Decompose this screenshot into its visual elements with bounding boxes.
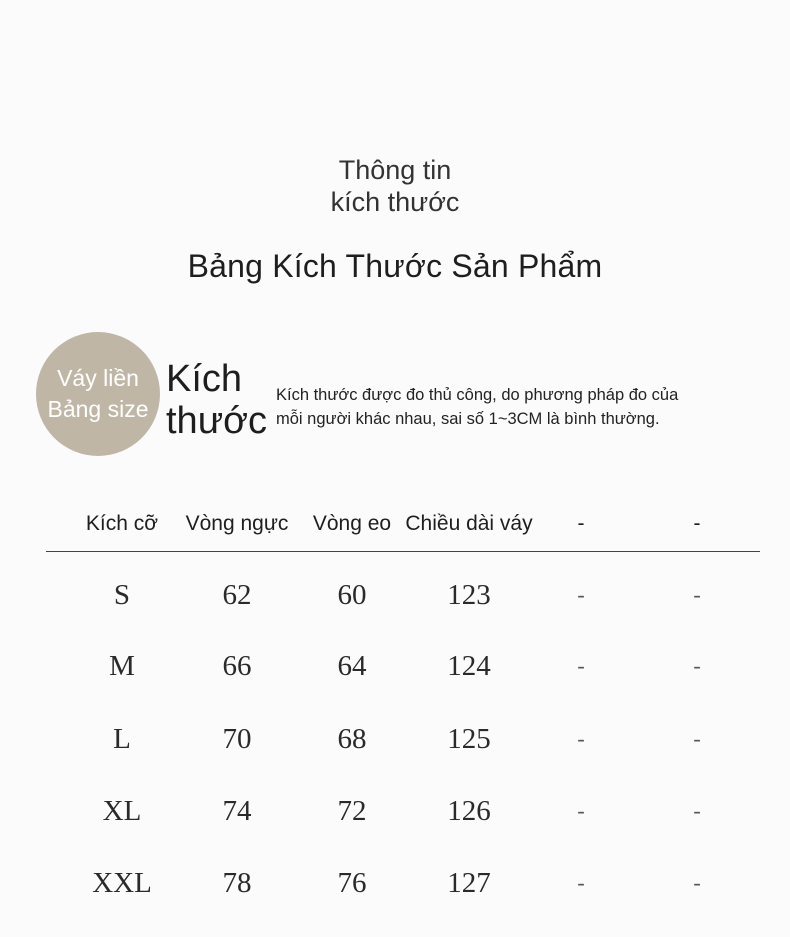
- cell-waist: 64: [337, 650, 367, 682]
- table-header: [44, 504, 760, 544]
- header-size: Kích cỡ: [85, 512, 159, 535]
- cell-waist: 60: [337, 579, 367, 611]
- cell-length: 125: [447, 723, 491, 755]
- cell-size: XXL: [92, 867, 152, 899]
- size-heading-line1: Kích: [166, 358, 243, 400]
- cell-bust: 78: [222, 867, 252, 899]
- cell-waist: 68: [337, 723, 367, 755]
- table-row: [44, 646, 760, 686]
- size-heading: [166, 358, 276, 442]
- cell-length: 126: [447, 795, 491, 827]
- cell-extra-1: -: [577, 653, 585, 678]
- size-heading-line2: thước: [166, 400, 268, 442]
- note-line2: mỗi người khác nhau, sai số 1~3CM là bình thường.: [276, 410, 660, 428]
- table-row: [44, 719, 760, 759]
- cell-size: L: [113, 723, 131, 755]
- cell-extra-2: -: [693, 798, 701, 823]
- cell-waist: 72: [337, 795, 367, 827]
- header-extra-1: -: [577, 512, 585, 535]
- cell-size: M: [109, 650, 135, 682]
- cell-size: S: [113, 579, 131, 611]
- cell-extra-2: -: [693, 870, 701, 895]
- cell-extra-1: -: [577, 870, 585, 895]
- info-title-line2: kích thước: [330, 187, 460, 217]
- table-row: [44, 791, 760, 831]
- badge-line2: Bảng size: [47, 396, 149, 422]
- cell-extra-2: -: [693, 582, 701, 607]
- cell-waist: 76: [337, 867, 367, 899]
- size-badge: [36, 332, 160, 456]
- cell-length: 123: [447, 579, 491, 611]
- cell-extra-1: -: [577, 582, 585, 607]
- cell-bust: 66: [222, 650, 252, 682]
- header-bust: Vòng ngực: [185, 512, 289, 535]
- cell-bust: 70: [222, 723, 252, 755]
- header-waist: Vòng eo: [312, 512, 392, 535]
- info-title: [0, 154, 790, 218]
- cell-extra-2: -: [693, 653, 701, 678]
- header-divider: [46, 551, 760, 552]
- cell-length: 124: [447, 650, 491, 682]
- header-length: Chiều dài váy: [405, 512, 533, 535]
- cell-extra-2: -: [693, 726, 701, 751]
- badge-line1: Váy liền: [57, 365, 139, 391]
- cell-bust: 62: [222, 579, 252, 611]
- cell-length: 127: [447, 867, 491, 899]
- note-line1: Kích thước được đo thủ công, do phương pháp đo của: [276, 386, 679, 404]
- cell-size: XL: [102, 795, 142, 827]
- table-row: [44, 575, 760, 615]
- info-title-line1: Thông tin: [338, 155, 452, 185]
- table-row: [44, 863, 760, 903]
- measurement-note: [276, 383, 746, 431]
- cell-extra-1: -: [577, 726, 585, 751]
- cell-bust: 74: [222, 795, 252, 827]
- header-extra-2: -: [693, 512, 701, 535]
- page-title: Bảng Kích Thước Sản Phẩm: [187, 248, 603, 284]
- cell-extra-1: -: [577, 798, 585, 823]
